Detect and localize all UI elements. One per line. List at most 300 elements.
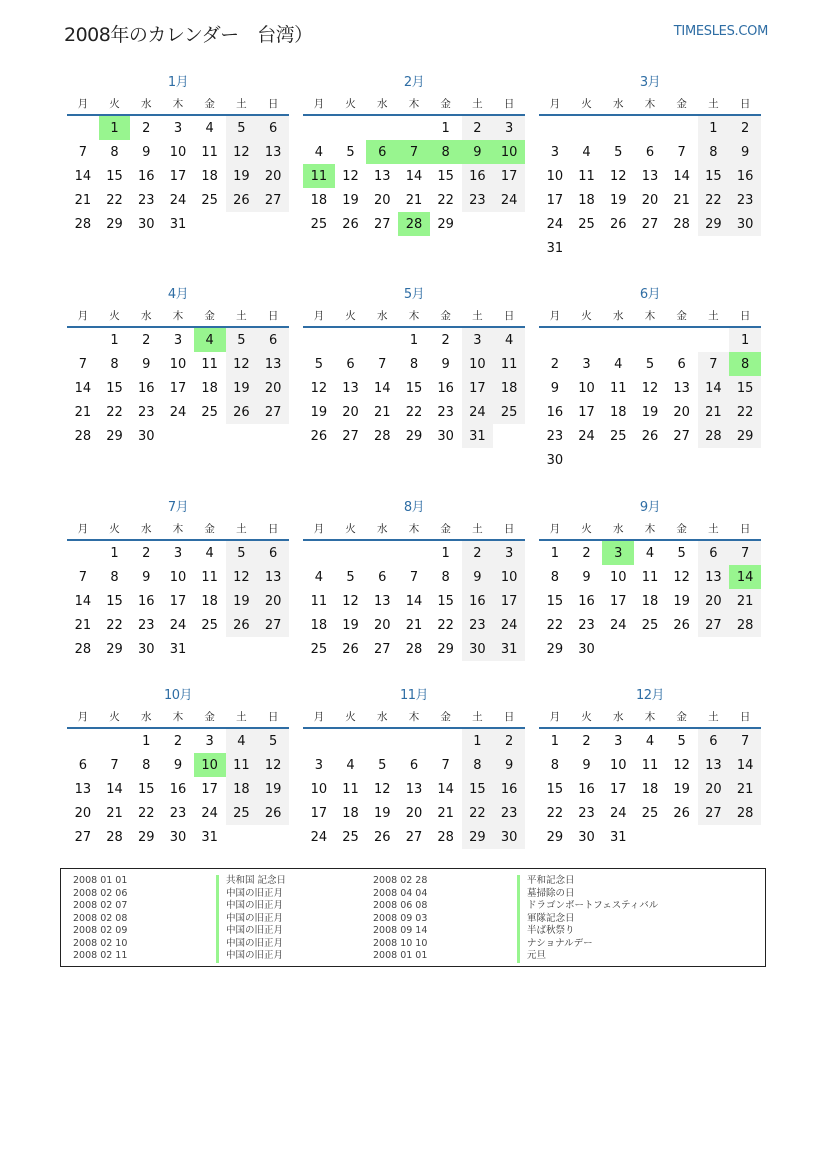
day-cell[interactable]: 11 — [493, 352, 525, 376]
site-logo[interactable]: TIMESLES.COM — [673, 24, 768, 39]
day-cell[interactable]: 30 — [137, 641, 155, 657]
day-cell[interactable]: 6 — [378, 569, 387, 585]
day-cell[interactable]: 25 — [201, 192, 218, 208]
day-cell[interactable]: 10 — [493, 140, 525, 164]
day-cell[interactable]: 8 — [409, 356, 419, 372]
day-cell[interactable]: 16 — [137, 380, 155, 396]
day-cell[interactable]: 22 — [137, 805, 155, 821]
day-cell[interactable]: 11 — [342, 781, 359, 797]
day-cell[interactable]: 14 — [405, 593, 423, 609]
day-cell[interactable]: 31 — [169, 216, 187, 232]
day-cell[interactable]: 29 — [405, 428, 423, 444]
day-cell[interactable]: 15 — [405, 380, 423, 396]
day-cell[interactable]: 31 — [169, 641, 187, 657]
day-cell[interactable]: 3 — [462, 327, 494, 352]
day-cell[interactable]: 11 — [303, 164, 335, 188]
day-cell[interactable]: 10 — [609, 757, 627, 773]
day-cell[interactable]: 31 — [546, 240, 564, 256]
day-cell[interactable]: 2 — [142, 545, 151, 561]
day-cell[interactable]: 7 — [378, 356, 387, 372]
day-cell[interactable]: 30 — [137, 428, 155, 444]
day-cell[interactable]: 23 — [493, 801, 525, 825]
day-cell[interactable]: 22 — [546, 805, 564, 821]
day-cell[interactable]: 22 — [437, 617, 454, 633]
day-cell[interactable]: 26 — [609, 216, 627, 232]
day-cell[interactable]: 17 — [201, 781, 218, 797]
day-cell[interactable]: 15 — [698, 164, 730, 188]
day-cell[interactable]: 22 — [437, 192, 454, 208]
day-cell[interactable]: 7 — [78, 569, 87, 585]
day-cell[interactable]: 26 — [226, 400, 258, 424]
day-cell[interactable]: 9 — [441, 356, 450, 372]
day-cell[interactable]: 16 — [437, 380, 454, 396]
day-cell[interactable]: 30 — [169, 829, 187, 845]
day-cell[interactable]: 27 — [74, 829, 92, 845]
day-cell[interactable]: 12 — [310, 380, 328, 396]
day-cell[interactable]: 28 — [437, 829, 454, 845]
day-cell[interactable]: 25 — [493, 400, 525, 424]
day-cell[interactable]: 22 — [462, 801, 494, 825]
day-cell[interactable]: 17 — [578, 404, 595, 420]
day-cell[interactable]: 15 — [106, 380, 123, 396]
day-cell[interactable]: 4 — [194, 327, 226, 352]
day-cell[interactable]: 20 — [257, 376, 289, 400]
day-cell[interactable]: 21 — [729, 589, 761, 613]
day-cell[interactable]: 21 — [698, 400, 730, 424]
day-cell[interactable]: 6 — [257, 540, 289, 565]
day-cell[interactable]: 30 — [729, 212, 761, 236]
day-cell[interactable]: 9 — [582, 569, 591, 585]
day-cell[interactable]: 13 — [373, 593, 391, 609]
day-cell[interactable]: 4 — [582, 144, 591, 160]
day-cell[interactable]: 28 — [673, 216, 690, 232]
day-cell[interactable]: 28 — [373, 428, 391, 444]
day-cell[interactable]: 22 — [729, 400, 761, 424]
day-cell[interactable]: 24 — [169, 192, 187, 208]
day-cell[interactable]: 25 — [641, 617, 659, 633]
day-cell[interactable]: 9 — [462, 140, 494, 164]
day-cell[interactable]: 21 — [74, 404, 92, 420]
day-cell[interactable]: 19 — [373, 805, 391, 821]
day-cell[interactable]: 16 — [578, 781, 595, 797]
day-cell[interactable]: 21 — [405, 617, 423, 633]
day-cell[interactable]: 17 — [169, 168, 187, 184]
day-cell[interactable]: 18 — [342, 805, 359, 821]
day-cell[interactable]: 25 — [201, 617, 218, 633]
day-cell[interactable]: 12 — [342, 593, 359, 609]
day-cell[interactable]: 24 — [609, 617, 627, 633]
day-cell[interactable]: 25 — [310, 641, 328, 657]
day-cell[interactable]: 16 — [729, 164, 761, 188]
day-cell[interactable]: 18 — [201, 593, 218, 609]
day-cell[interactable]: 13 — [342, 380, 359, 396]
day-cell[interactable]: 29 — [462, 825, 494, 849]
day-cell[interactable]: 7 — [698, 352, 730, 376]
day-cell[interactable]: 1 — [110, 545, 119, 561]
day-cell[interactable]: 9 — [142, 144, 151, 160]
day-cell[interactable]: 5 — [677, 545, 686, 561]
day-cell[interactable]: 27 — [257, 613, 289, 637]
day-cell[interactable]: 24 — [201, 805, 218, 821]
day-cell[interactable]: 3 — [173, 332, 183, 348]
day-cell[interactable]: 5 — [226, 327, 258, 352]
day-cell[interactable]: 20 — [641, 192, 659, 208]
day-cell[interactable]: 28 — [698, 424, 730, 448]
day-cell[interactable]: 6 — [78, 757, 87, 773]
day-cell[interactable]: 2 — [462, 540, 494, 565]
day-cell[interactable]: 1 — [462, 728, 494, 753]
day-cell[interactable]: 12 — [673, 569, 690, 585]
day-cell[interactable]: 12 — [673, 757, 690, 773]
day-cell[interactable]: 10 — [462, 352, 494, 376]
day-cell[interactable]: 14 — [698, 376, 730, 400]
day-cell[interactable]: 18 — [641, 781, 659, 797]
day-cell[interactable]: 4 — [205, 120, 214, 136]
day-cell[interactable]: 21 — [74, 617, 92, 633]
day-cell[interactable]: 23 — [437, 404, 454, 420]
day-cell[interactable]: 17 — [310, 805, 328, 821]
day-cell[interactable]: 26 — [310, 428, 328, 444]
day-cell[interactable]: 13 — [74, 781, 92, 797]
day-cell[interactable]: 31 — [609, 829, 627, 845]
day-cell[interactable]: 19 — [641, 404, 659, 420]
day-cell[interactable]: 5 — [226, 540, 258, 565]
day-cell[interactable]: 7 — [78, 144, 87, 160]
day-cell[interactable]: 6 — [698, 728, 730, 753]
day-cell[interactable]: 11 — [201, 356, 218, 372]
day-cell[interactable]: 20 — [673, 404, 690, 420]
day-cell[interactable]: 23 — [578, 617, 595, 633]
day-cell[interactable]: 16 — [137, 593, 155, 609]
day-cell[interactable]: 2 — [582, 733, 591, 749]
day-cell[interactable]: 11 — [609, 380, 627, 396]
day-cell[interactable]: 27 — [373, 216, 391, 232]
day-cell[interactable]: 2 — [142, 332, 151, 348]
day-cell[interactable]: 22 — [405, 404, 423, 420]
day-cell[interactable]: 6 — [677, 356, 686, 372]
day-cell[interactable]: 15 — [546, 593, 564, 609]
day-cell[interactable]: 2 — [550, 356, 559, 372]
day-cell[interactable]: 25 — [609, 428, 627, 444]
day-cell[interactable]: 11 — [641, 569, 659, 585]
day-cell[interactable]: 24 — [546, 216, 564, 232]
day-cell[interactable]: 5 — [645, 356, 655, 372]
day-cell[interactable]: 19 — [673, 593, 690, 609]
day-cell[interactable]: 16 — [137, 168, 155, 184]
day-cell[interactable]: 14 — [673, 168, 690, 184]
day-cell[interactable]: 7 — [398, 140, 430, 164]
day-cell[interactable]: 30 — [437, 428, 454, 444]
day-cell[interactable]: 1 — [729, 327, 761, 352]
day-cell[interactable]: 4 — [226, 728, 258, 753]
day-cell[interactable]: 1 — [441, 545, 450, 561]
day-cell[interactable]: 30 — [578, 641, 595, 657]
day-cell[interactable]: 9 — [142, 356, 151, 372]
day-cell[interactable]: 19 — [310, 404, 328, 420]
day-cell[interactable]: 4 — [645, 733, 655, 749]
day-cell[interactable]: 8 — [430, 140, 462, 164]
day-cell[interactable]: 14 — [437, 781, 454, 797]
day-cell[interactable]: 26 — [373, 829, 391, 845]
day-cell[interactable]: 3 — [173, 120, 183, 136]
day-cell[interactable]: 31 — [493, 637, 525, 661]
day-cell[interactable]: 7 — [677, 144, 686, 160]
day-cell[interactable]: 12 — [226, 352, 258, 376]
day-cell[interactable]: 2 — [493, 728, 525, 753]
day-cell[interactable]: 6 — [645, 144, 655, 160]
day-cell[interactable]: 4 — [346, 757, 355, 773]
day-cell[interactable]: 4 — [614, 356, 623, 372]
day-cell[interactable]: 26 — [226, 613, 258, 637]
day-cell[interactable]: 11 — [201, 569, 218, 585]
day-cell[interactable]: 28 — [106, 829, 123, 845]
day-cell[interactable]: 12 — [342, 168, 359, 184]
day-cell[interactable]: 13 — [698, 565, 730, 589]
day-cell[interactable]: 7 — [729, 728, 761, 753]
day-cell[interactable]: 23 — [729, 188, 761, 212]
day-cell[interactable]: 6 — [698, 540, 730, 565]
day-cell[interactable]: 5 — [378, 757, 387, 773]
day-cell[interactable]: 24 — [169, 404, 187, 420]
day-cell[interactable]: 16 — [546, 404, 564, 420]
day-cell[interactable]: 12 — [257, 753, 289, 777]
day-cell[interactable]: 14 — [74, 168, 92, 184]
day-cell[interactable]: 10 — [578, 380, 595, 396]
day-cell[interactable]: 7 — [110, 757, 119, 773]
day-cell[interactable]: 3 — [493, 115, 525, 140]
day-cell[interactable]: 16 — [578, 593, 595, 609]
day-cell[interactable]: 3 — [550, 144, 559, 160]
day-cell[interactable]: 29 — [437, 641, 454, 657]
day-cell[interactable]: 13 — [698, 753, 730, 777]
day-cell[interactable]: 14 — [729, 565, 761, 589]
day-cell[interactable]: 10 — [493, 565, 525, 589]
day-cell[interactable]: 13 — [405, 781, 423, 797]
day-cell[interactable]: 23 — [137, 404, 155, 420]
day-cell[interactable]: 23 — [462, 613, 494, 637]
day-cell[interactable]: 11 — [201, 144, 218, 160]
day-cell[interactable]: 28 — [74, 641, 92, 657]
day-cell[interactable]: 23 — [578, 805, 595, 821]
day-cell[interactable]: 3 — [314, 757, 323, 773]
day-cell[interactable]: 15 — [137, 781, 155, 797]
day-cell[interactable]: 8 — [110, 144, 119, 160]
day-cell[interactable]: 10 — [169, 356, 187, 372]
day-cell[interactable]: 15 — [106, 168, 123, 184]
day-cell[interactable]: 26 — [226, 188, 258, 212]
day-cell[interactable]: 26 — [342, 641, 359, 657]
day-cell[interactable]: 2 — [173, 733, 183, 749]
day-cell[interactable]: 24 — [609, 805, 627, 821]
day-cell[interactable]: 5 — [226, 115, 258, 140]
day-cell[interactable]: 27 — [257, 188, 289, 212]
day-cell[interactable]: 5 — [346, 144, 355, 160]
day-cell[interactable]: 18 — [310, 617, 328, 633]
day-cell[interactable]: 12 — [373, 781, 391, 797]
day-cell[interactable]: 8 — [550, 757, 559, 773]
day-cell[interactable]: 17 — [546, 192, 564, 208]
day-cell[interactable]: 25 — [578, 216, 595, 232]
day-cell[interactable]: 19 — [226, 589, 258, 613]
day-cell[interactable]: 16 — [462, 589, 494, 613]
day-cell[interactable]: 7 — [729, 540, 761, 565]
day-cell[interactable]: 29 — [698, 212, 730, 236]
day-cell[interactable]: 12 — [641, 380, 659, 396]
day-cell[interactable]: 4 — [314, 569, 323, 585]
day-cell[interactable]: 20 — [405, 805, 423, 821]
day-cell[interactable]: 13 — [257, 352, 289, 376]
day-cell[interactable]: 17 — [462, 376, 494, 400]
day-cell[interactable]: 16 — [462, 164, 494, 188]
day-cell[interactable]: 20 — [698, 589, 730, 613]
day-cell[interactable]: 8 — [729, 352, 761, 376]
day-cell[interactable]: 19 — [226, 164, 258, 188]
day-cell[interactable]: 10 — [169, 144, 187, 160]
day-cell[interactable]: 20 — [373, 192, 391, 208]
day-cell[interactable]: 29 — [106, 216, 123, 232]
day-cell[interactable]: 31 — [462, 424, 494, 448]
day-cell[interactable]: 17 — [609, 593, 627, 609]
day-cell[interactable]: 13 — [373, 168, 391, 184]
day-cell[interactable]: 28 — [74, 216, 92, 232]
day-cell[interactable]: 9 — [582, 757, 591, 773]
day-cell[interactable]: 29 — [546, 829, 564, 845]
day-cell[interactable]: 2 — [142, 120, 151, 136]
day-cell[interactable]: 1 — [550, 545, 559, 561]
day-cell[interactable]: 27 — [405, 829, 423, 845]
day-cell[interactable]: 2 — [582, 545, 591, 561]
day-cell[interactable]: 26 — [342, 216, 359, 232]
day-cell[interactable]: 28 — [405, 641, 423, 657]
day-cell[interactable]: 24 — [493, 188, 525, 212]
day-cell[interactable]: 25 — [342, 829, 359, 845]
day-cell[interactable]: 22 — [106, 404, 123, 420]
day-cell[interactable]: 5 — [314, 356, 323, 372]
day-cell[interactable]: 18 — [641, 593, 659, 609]
day-cell[interactable]: 21 — [106, 805, 123, 821]
day-cell[interactable]: 6 — [257, 327, 289, 352]
day-cell[interactable]: 20 — [257, 589, 289, 613]
day-cell[interactable]: 17 — [169, 593, 187, 609]
day-cell[interactable]: 18 — [310, 192, 328, 208]
day-cell[interactable]: 5 — [677, 733, 686, 749]
day-cell[interactable]: 17 — [169, 380, 187, 396]
day-cell[interactable]: 22 — [546, 617, 564, 633]
day-cell[interactable]: 3 — [582, 356, 591, 372]
day-cell[interactable]: 10 — [310, 781, 328, 797]
day-cell[interactable]: 19 — [342, 192, 359, 208]
day-cell[interactable]: 18 — [493, 376, 525, 400]
day-cell[interactable]: 14 — [729, 753, 761, 777]
day-cell[interactable]: 19 — [342, 617, 359, 633]
day-cell[interactable]: 24 — [462, 400, 494, 424]
day-cell[interactable]: 26 — [673, 617, 690, 633]
day-cell[interactable]: 27 — [342, 428, 359, 444]
day-cell[interactable]: 21 — [437, 805, 454, 821]
day-cell[interactable]: 21 — [729, 777, 761, 801]
day-cell[interactable]: 22 — [698, 188, 730, 212]
day-cell[interactable]: 6 — [409, 757, 419, 773]
day-cell[interactable]: 6 — [366, 140, 398, 164]
day-cell[interactable]: 15 — [462, 777, 494, 801]
day-cell[interactable]: 1 — [142, 733, 151, 749]
day-cell[interactable]: 18 — [609, 404, 627, 420]
day-cell[interactable]: 14 — [405, 168, 423, 184]
day-cell[interactable]: 30 — [546, 452, 564, 468]
day-cell[interactable]: 14 — [74, 593, 92, 609]
day-cell[interactable]: 18 — [226, 777, 258, 801]
day-cell[interactable]: 20 — [257, 164, 289, 188]
day-cell[interactable]: 4 — [645, 545, 655, 561]
day-cell[interactable]: 23 — [462, 188, 494, 212]
day-cell[interactable]: 22 — [106, 192, 123, 208]
day-cell[interactable]: 22 — [106, 617, 123, 633]
day-cell[interactable]: 4 — [493, 327, 525, 352]
day-cell[interactable]: 10 — [169, 569, 187, 585]
day-cell[interactable]: 4 — [205, 545, 214, 561]
day-cell[interactable]: 13 — [673, 380, 690, 396]
day-cell[interactable]: 29 — [106, 428, 123, 444]
day-cell[interactable]: 3 — [602, 540, 634, 565]
day-cell[interactable]: 14 — [373, 380, 391, 396]
day-cell[interactable]: 15 — [106, 593, 123, 609]
day-cell[interactable]: 15 — [437, 593, 454, 609]
day-cell[interactable]: 1 — [409, 332, 419, 348]
day-cell[interactable]: 23 — [546, 428, 564, 444]
day-cell[interactable]: 4 — [314, 144, 323, 160]
day-cell[interactable]: 12 — [226, 140, 258, 164]
day-cell[interactable]: 2 — [441, 332, 450, 348]
day-cell[interactable]: 8 — [462, 753, 494, 777]
day-cell[interactable]: 24 — [310, 829, 328, 845]
day-cell[interactable]: 17 — [493, 164, 525, 188]
day-cell[interactable]: 27 — [257, 400, 289, 424]
day-cell[interactable]: 28 — [74, 428, 92, 444]
day-cell[interactable]: 26 — [257, 801, 289, 825]
day-cell[interactable]: 16 — [493, 777, 525, 801]
day-cell[interactable]: 20 — [74, 805, 92, 821]
day-cell[interactable]: 26 — [673, 805, 690, 821]
day-cell[interactable]: 27 — [641, 216, 659, 232]
day-cell[interactable]: 29 — [137, 829, 155, 845]
day-cell[interactable]: 13 — [257, 565, 289, 589]
day-cell[interactable]: 7 — [78, 356, 87, 372]
day-cell[interactable]: 13 — [641, 168, 659, 184]
day-cell[interactable]: 16 — [169, 781, 187, 797]
day-cell[interactable]: 8 — [110, 569, 119, 585]
day-cell[interactable]: 20 — [373, 617, 391, 633]
day-cell[interactable]: 15 — [546, 781, 564, 797]
day-cell[interactable]: 8 — [550, 569, 559, 585]
day-cell[interactable]: 11 — [578, 168, 595, 184]
day-cell[interactable]: 1 — [550, 733, 559, 749]
day-cell[interactable]: 15 — [437, 168, 454, 184]
day-cell[interactable]: 7 — [409, 569, 419, 585]
day-cell[interactable]: 11 — [310, 593, 328, 609]
day-cell[interactable]: 19 — [257, 777, 289, 801]
day-cell[interactable]: 11 — [226, 753, 258, 777]
day-cell[interactable]: 24 — [169, 617, 187, 633]
day-cell[interactable]: 29 — [546, 641, 564, 657]
day-cell[interactable]: 14 — [106, 781, 123, 797]
day-cell[interactable]: 9 — [142, 569, 151, 585]
day-cell[interactable]: 17 — [609, 781, 627, 797]
day-cell[interactable]: 2 — [462, 115, 494, 140]
day-cell[interactable]: 19 — [609, 192, 627, 208]
day-cell[interactable]: 8 — [110, 356, 119, 372]
day-cell[interactable]: 5 — [346, 569, 355, 585]
day-cell[interactable]: 8 — [441, 569, 450, 585]
